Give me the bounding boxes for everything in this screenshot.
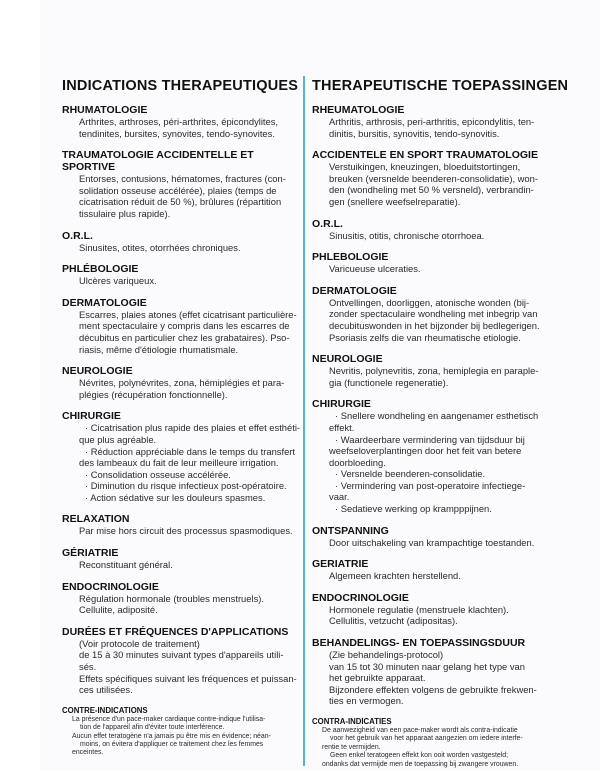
body-line: Door uitschakeling van krampachtige toestanden. — [329, 536, 535, 548]
column-title-nl: THERAPEUTISCHE TOEPASSINGEN — [312, 78, 569, 94]
body-line: Régulation hormonale (troubles menstruels). — [79, 592, 264, 604]
body-line: · Waardeerbare vermindering van tijdsduur bij — [335, 433, 525, 445]
section-8 — [62, 547, 302, 571]
contra-line: ondanks dat vermijde men de toepassing bij zwangere vrouwen. — [322, 760, 519, 768]
section-body — [62, 309, 302, 355]
section-body — [312, 649, 580, 707]
section-0 — [312, 104, 580, 139]
body-line: doorbloeding. — [329, 456, 386, 468]
section-heading: ACCIDENTELE EN SPORT TRAUMATOLOGIE — [312, 149, 538, 162]
body-line: den (wondheling met 50 % versneld), verbrandin- — [329, 184, 534, 196]
document-page — [40, 0, 600, 770]
section-5 — [62, 365, 302, 400]
section-heading: NEUROLOGIE — [62, 365, 133, 378]
section-heading: CHIRURGIE — [62, 410, 121, 423]
section-heading: DERMATOLOGIE — [312, 284, 397, 297]
body-line: ment spectaculaire y compris dans les escarres de — [79, 320, 290, 332]
body-line: que plus agréable. — [79, 433, 157, 445]
body-line: sés. — [79, 661, 97, 673]
section-heading: TRAUMATOLOGIE ACCIDENTELLE ET SPORTIVE — [62, 149, 254, 174]
section-heading: DERMATOLOGIE — [62, 296, 147, 309]
contra-line: tion de l'appareil afin d'éviter toute interférence. — [80, 724, 225, 732]
section-1 — [62, 149, 302, 219]
sections-nl — [312, 104, 580, 769]
contra-indications — [62, 706, 302, 758]
body-line: gia (functionele regeneratie). — [329, 376, 449, 388]
section-6 — [62, 410, 302, 503]
section-heading: RELAXATION — [62, 513, 130, 526]
section-heading: O.R.L. — [312, 217, 343, 230]
body-line: des lambeaux du fait de leur meilleure irrigation. — [79, 457, 279, 469]
contra-heading: CONTRE-INDICATIONS — [62, 705, 148, 715]
section-body — [312, 297, 580, 343]
body-line: · Action sédative sur les douleurs spasmes. — [85, 491, 266, 503]
body-line: Arthritis, arthrosis, peri-arthritis, epicondylitis, ten- — [329, 116, 535, 127]
body-line: zonder spectaculaire wondheling met inbegrip van — [329, 308, 538, 320]
section-heading: ENDOCRINOLOGIE — [62, 580, 159, 593]
body-line: de 15 à 30 minutes suivant types d'appareils utili- — [79, 649, 284, 661]
section-2 — [62, 230, 302, 254]
contra-line: moins, on évitera d'appliquer ce traitement chez les femmes — [80, 741, 264, 749]
section-heading: DURÉES ET FRÉQUENCES D'APPLICATIONS — [62, 625, 289, 638]
body-line: décubitus en particulier chez les grabataires). Pso- — [79, 331, 290, 343]
section-7 — [62, 513, 302, 537]
contra-line: De aanwezigheid van een pace-maker wordt als contra-indicatie — [322, 727, 518, 734]
section-heading: BEHANDELINGS- EN TOEPASSINGSDUUR — [312, 637, 526, 650]
body-line: (Zie behandelings-protocol) — [329, 649, 444, 661]
section-10 — [312, 637, 580, 707]
section-10 — [62, 626, 302, 696]
section-body — [62, 422, 302, 503]
body-line: Névrites, polynévrites, zona, hémiplégies et para- — [79, 377, 285, 389]
body-line: Cellulitis, vetzucht (adipositas). — [329, 615, 458, 627]
body-line: Varicueuse ulceraties. — [329, 263, 421, 275]
contra-line: enceintes. — [72, 749, 104, 757]
section-body — [312, 604, 580, 627]
body-line: (Voir protocole de traitement) — [79, 637, 200, 649]
body-line: decubituswonden in het bijzonder bij bedlegerigen. — [329, 319, 540, 331]
section-body — [312, 570, 580, 582]
body-line: Par mise hors circuit des processus spasmodiques. — [79, 525, 293, 537]
body-line: vaar. — [329, 491, 350, 503]
contra-line: Geen enkel teratogeen effekt kon ooit worden vastgesteld; — [330, 752, 508, 760]
section-4 — [62, 297, 302, 355]
body-line: van 15 tot 30 minuten naar gelang het type van — [329, 660, 525, 672]
section-body — [62, 559, 302, 571]
body-line: · Consolidation osseuse accélérée. — [85, 468, 231, 480]
section-heading: RHEUMATOLOGIE — [312, 104, 405, 116]
section-body — [312, 410, 580, 514]
body-line: · Cicatrisation plus rapide des plaies et effet esthéti- — [85, 422, 301, 434]
column-divider — [303, 76, 305, 766]
section-1 — [312, 149, 580, 207]
section-heading: GERIATRIE — [312, 558, 369, 571]
contra-line: voor het gebruik van het apparaat aangezien om iedere interfe- — [330, 735, 523, 743]
body-line: · Sedatieve werking op krampppijnen. — [335, 503, 492, 515]
section-heading: CHIRURGIE — [312, 398, 371, 411]
column-title-fr: INDICATIONS THERAPEUTIQUES — [62, 78, 299, 94]
section-body — [62, 638, 302, 696]
contra-line: Aucun effet teratogène n'a jamais pu être mis en évidence; néan- — [72, 732, 271, 740]
body-line: dinitis, bursitis, synovitis, tendo-synovitis. — [329, 127, 500, 139]
body-line: tendinites, bursites, synovites, tendo-synovites. — [79, 127, 275, 139]
body-line: Ulcères variqueux. — [79, 275, 157, 287]
section-body — [62, 275, 302, 287]
section-heading: ONTSPANNING — [312, 524, 389, 537]
body-line: · Snellere wondheling en aangenamer esthetisch — [335, 410, 539, 422]
contra-heading: CONTRA-INDICATIES — [312, 717, 392, 726]
section-body — [312, 263, 580, 275]
body-line: gen (snellere weefselreparatie). — [329, 195, 461, 207]
section-3 — [312, 251, 580, 275]
body-line: Sinusites, otites, otorrhées chroniques. — [79, 241, 241, 253]
section-9 — [312, 592, 580, 627]
body-line: · Réduction appréciable dans le temps du transfert — [85, 445, 296, 457]
body-line: ties en vermogen. — [329, 695, 404, 707]
section-body — [62, 173, 302, 219]
body-line: tissulaire plus rapide). — [79, 207, 171, 219]
section-4 — [312, 285, 580, 343]
section-5 — [312, 353, 580, 388]
section-body — [312, 537, 580, 549]
body-line: plégies (récupération fonctionnelle). — [79, 388, 228, 400]
body-line: weefseloverplantingen door het feit van betere — [329, 445, 522, 457]
section-body — [312, 230, 580, 242]
body-line: het gebruikte apparaat. — [329, 672, 426, 684]
section-2 — [312, 218, 580, 242]
body-line: · Diminution du risque infectieux post-opératoire. — [85, 480, 287, 492]
section-body — [62, 593, 302, 616]
body-line: Algemeen krachten herstellend. — [329, 570, 461, 582]
section-heading: NEUROLOGIE — [312, 353, 383, 366]
section-8 — [312, 558, 580, 582]
contra-line: La présence d'un pace-maker cardiaque contre-indique l'utilisa- — [72, 715, 266, 723]
section-body — [62, 525, 302, 537]
body-line: Nevritis, polynevritis, zona, hemiplegia en paraple- — [329, 365, 539, 377]
body-line: effekt. — [329, 421, 355, 433]
body-line: riasis, même d'étiologie rhumatismale. — [79, 343, 239, 355]
body-line: Entorses, contusions, hématomes, fractures (con- — [79, 173, 286, 185]
section-7 — [312, 525, 580, 549]
body-line: Bijzondere effekten volgens de gebruikte frekwen- — [329, 683, 537, 695]
section-body — [312, 161, 580, 207]
section-9 — [62, 581, 302, 616]
body-line: Effets spécifiques suivant les fréquences et puissan- — [79, 672, 297, 684]
section-heading: PHLEBOLOGIE — [312, 251, 389, 264]
body-line: Arthrites, arthroses, péri-arthrites, épicondylites, — [79, 116, 279, 127]
section-heading: O.R.L. — [62, 229, 93, 242]
body-line: cicatrisation réduit de 50 %), brûlures (répartition — [79, 196, 282, 208]
body-line: Reconstituant général. — [79, 559, 173, 571]
body-line: Cellulite, adiposité. — [79, 604, 158, 616]
section-body — [62, 377, 302, 400]
dutch-column — [312, 78, 580, 779]
body-line: solidation osseuse accélérée), plaies (temps de — [79, 184, 277, 196]
body-line: Escarres, plaies atones (effet cicatrisant particulière- — [79, 308, 297, 320]
section-body — [312, 365, 580, 388]
contra-indications — [312, 717, 580, 769]
section-6 — [312, 398, 580, 514]
section-heading: PHLÉBOLOGIE — [62, 263, 139, 276]
section-3 — [62, 263, 302, 287]
section-0 — [62, 104, 302, 139]
contra-body — [312, 727, 580, 769]
section-body — [62, 242, 302, 254]
contra-body — [62, 716, 302, 758]
body-line: · Vermindering van post-operatoire infectiege- — [335, 479, 526, 491]
contra-line: rentie te vermijden. — [322, 743, 381, 751]
french-column — [62, 78, 302, 768]
sections-fr — [62, 104, 302, 758]
section-heading: RHUMATOLOGIE — [62, 104, 148, 116]
body-line: Ontvellingen, doorliggen, atonische wonden (bij- — [329, 296, 530, 308]
body-line: Verstuikingen, kneuzingen, bloeduitstortingen, — [329, 161, 521, 173]
body-line: Sinusitis, otitis, chronische otorrhoea. — [329, 229, 485, 241]
section-body — [312, 116, 580, 139]
body-line: · Versnelde beenderen-consolidatie. — [335, 468, 486, 480]
body-line: Hormonele regulatie (menstruele klachten). — [329, 603, 509, 615]
body-line: breuken (versnelde beenderen-consolidatie), won- — [329, 172, 538, 184]
section-body — [62, 116, 302, 139]
body-line: ces utilisées. — [79, 684, 133, 696]
section-heading: GÉRIATRIE — [62, 547, 119, 560]
body-line: Psoriasis zelfs die van rheumatische etiologie. — [329, 331, 521, 343]
section-heading: ENDOCRINOLOGIE — [312, 591, 409, 604]
